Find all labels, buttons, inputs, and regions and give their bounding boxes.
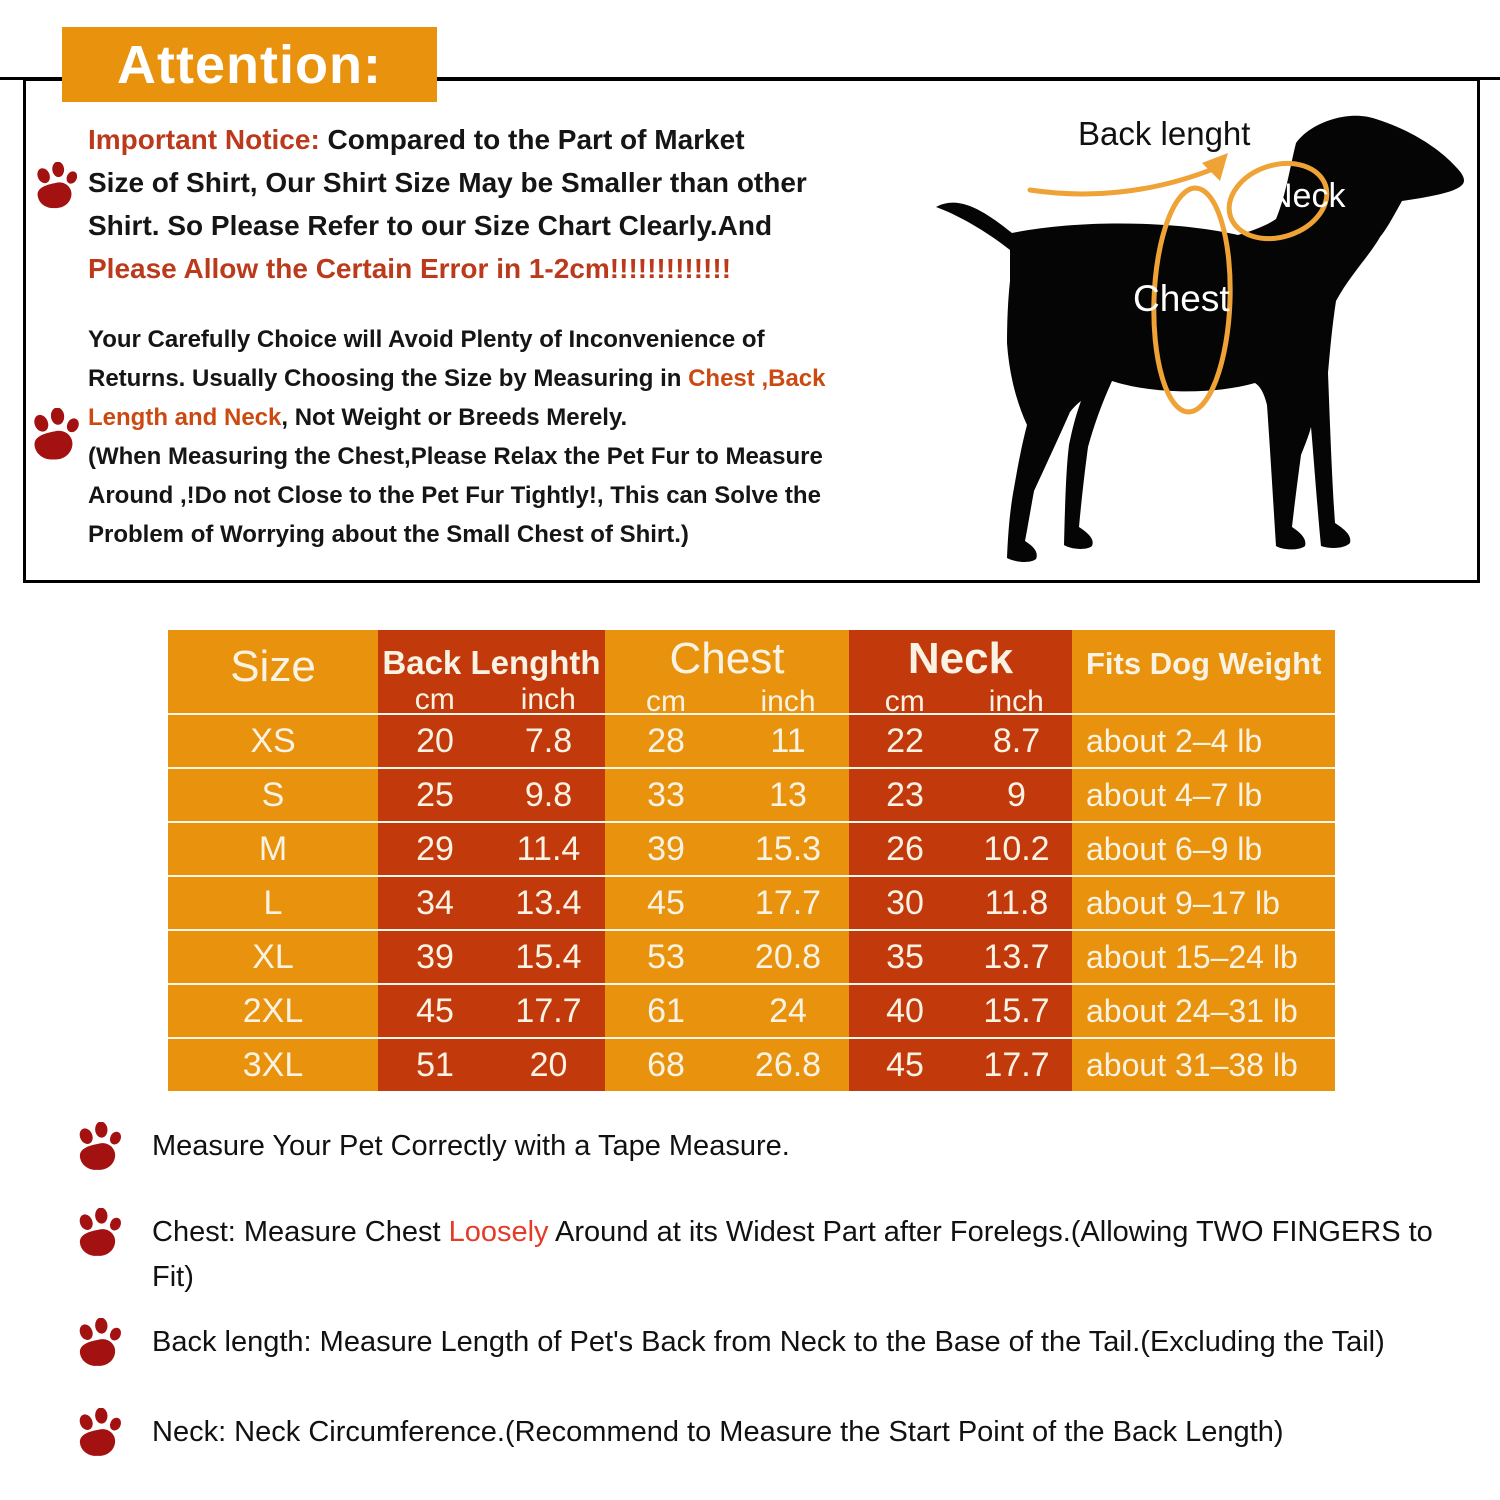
- cell-back-cm: 34: [378, 875, 492, 929]
- back-length-arrowhead: [1202, 153, 1228, 181]
- cell-back-inch: 9.8: [492, 767, 605, 821]
- dog-silhouette: [936, 116, 1464, 562]
- cell-chest-inch: 24: [727, 983, 849, 1037]
- tip-text: [152, 1318, 1452, 1365]
- cell-neck-inch: 17.7: [961, 1037, 1072, 1091]
- tip-segment: Measure Your Pet Correctly with a Tape Measure.: [152, 1130, 790, 1162]
- neck-label: Neck: [1268, 177, 1346, 215]
- attention-banner: [62, 27, 437, 102]
- unit-cm: cm: [646, 685, 686, 713]
- cell-neck-inch: 10.2: [961, 821, 1072, 875]
- cell-neck-cm: 22: [849, 713, 961, 767]
- header-chest-units: [605, 685, 849, 713]
- paw-icon: [30, 162, 80, 213]
- cell-size: 2XL: [168, 983, 378, 1037]
- tip-segment: Around at its Widest Part after Forelegs.(Allowing TWO FINGERS to Fit): [152, 1216, 1433, 1293]
- choice-advice-paragraph: [88, 320, 825, 554]
- size-table: [168, 630, 1335, 1091]
- notice-line-highlight: Chest ,Back: [688, 365, 826, 392]
- cell-chest-cm: 68: [605, 1037, 727, 1091]
- header-back-length: Back Lenghth cm inch: [378, 630, 605, 713]
- notice-line: Problem of Worrying about the Small Chest of Shirt.): [88, 521, 689, 548]
- header-size: Size: [168, 630, 378, 713]
- tip-measure-correctly: [72, 1122, 1452, 1175]
- chest-label: Chest: [1133, 278, 1230, 319]
- cell-neck-inch: 9: [961, 767, 1072, 821]
- cell-back-inch: 11.4: [492, 821, 605, 875]
- cell-weight: about 6–9 lb: [1072, 821, 1335, 875]
- cell-back-inch: 13.4: [492, 875, 605, 929]
- tip-back-length: [72, 1318, 1452, 1371]
- notice-line-text: Returns. Usually Choosing the Size by Measuring in: [88, 365, 689, 392]
- tip-text: [152, 1208, 1452, 1300]
- header-back-units: [378, 683, 605, 713]
- cell-back-cm: 45: [378, 983, 492, 1037]
- notice-line: (When Measuring the Chest,Please Relax the Pet Fur to Measure: [88, 443, 823, 470]
- important-notice-paragraph: [88, 118, 807, 290]
- cell-back-inch: 15.4: [492, 929, 605, 983]
- tip-neck: [72, 1408, 1452, 1461]
- cell-weight: about 9–17 lb: [1072, 875, 1335, 929]
- paw-icon: [72, 1408, 124, 1461]
- notice-line: Around ,!Do not Close to the Pet Fur Tightly!, This can Solve the: [88, 482, 821, 509]
- cell-weight: about 24–31 lb: [1072, 983, 1335, 1037]
- tip-segment: Chest: Measure Chest: [152, 1216, 449, 1248]
- back-length-label: Back lenght: [1078, 115, 1251, 152]
- cell-back-inch: 7.8: [492, 713, 605, 767]
- cell-neck-inch: 15.7: [961, 983, 1072, 1037]
- paw-icon: [72, 1122, 124, 1175]
- attention-title: Attention:: [117, 34, 382, 95]
- cell-neck-cm: 35: [849, 929, 961, 983]
- cell-back-inch: 20: [492, 1037, 605, 1091]
- cell-neck-inch: 13.7: [961, 929, 1072, 983]
- cell-chest-inch: 13: [727, 767, 849, 821]
- size-table-header: [168, 630, 1335, 713]
- cell-chest-inch: 17.7: [727, 875, 849, 929]
- notice-line-red: Please Allow the Certain Error in 1-2cm!!!!!!!!!!!!!: [88, 253, 732, 284]
- cell-neck-inch: 8.7: [961, 713, 1072, 767]
- cell-chest-cm: 33: [605, 767, 727, 821]
- cell-back-cm: 25: [378, 767, 492, 821]
- cell-chest-inch: 11: [727, 713, 849, 767]
- header-neck-units: [849, 685, 1072, 713]
- cell-chest-cm: 61: [605, 983, 727, 1037]
- cell-size: S: [168, 767, 378, 821]
- cell-weight: about 2–4 lb: [1072, 713, 1335, 767]
- cell-neck-inch: 11.8: [961, 875, 1072, 929]
- cell-back-inch: 17.7: [492, 983, 605, 1037]
- tip-chest: [72, 1208, 1452, 1300]
- notice-line-highlight: Length and Neck: [88, 404, 282, 431]
- cell-back-cm: 39: [378, 929, 492, 983]
- cell-back-cm: 29: [378, 821, 492, 875]
- header-neck: Neck cm inch: [849, 630, 1072, 713]
- cell-weight: about 4–7 lb: [1072, 767, 1335, 821]
- cell-size: XS: [168, 713, 378, 767]
- unit-inch: inch: [988, 685, 1044, 713]
- cell-chest-cm: 53: [605, 929, 727, 983]
- cell-chest-cm: 45: [605, 875, 727, 929]
- cell-size: XL: [168, 929, 378, 983]
- tip-text: [152, 1122, 1452, 1169]
- unit-inch: inch: [520, 683, 576, 713]
- cell-chest-inch: 26.8: [727, 1037, 849, 1091]
- notice-line: Shirt. So Please Refer to our Size Chart Clearly.And: [88, 210, 773, 241]
- notice-line: [88, 118, 807, 161]
- notice-line-text: , Not Weight or Breeds Merely.: [281, 404, 628, 431]
- paw-icon: [72, 1318, 124, 1371]
- header-chest: Chest cm inch: [605, 630, 849, 713]
- cell-weight: about 31–38 lb: [1072, 1037, 1335, 1091]
- cell-chest-inch: 20.8: [727, 929, 849, 983]
- notice-line: Your Carefully Choice will Avoid Plenty of Inconvenience of: [88, 326, 765, 353]
- header-fits-dog-weight: Fits Dog Weight: [1072, 630, 1335, 713]
- cell-weight: about 15–24 lb: [1072, 929, 1335, 983]
- cell-neck-cm: 30: [849, 875, 961, 929]
- tip-segment: Neck: Neck Circumference.(Recommend to Measure the Start Point of the Back Length): [152, 1416, 1284, 1448]
- cell-neck-cm: 45: [849, 1037, 961, 1091]
- unit-cm: cm: [414, 683, 455, 713]
- cell-back-cm: 20: [378, 713, 492, 767]
- notice-line: [88, 359, 825, 398]
- paw-icon: [26, 408, 82, 465]
- dog-measurement-diagram: [930, 95, 1490, 585]
- tip-segment-red: Loosely: [448, 1216, 549, 1248]
- cell-size: 3XL: [168, 1037, 378, 1091]
- notice-line: [88, 398, 825, 437]
- tip-text: [152, 1408, 1452, 1455]
- cell-neck-cm: 23: [849, 767, 961, 821]
- cell-chest-cm: 28: [605, 713, 727, 767]
- notice-line: Size of Shirt, Our Shirt Size May be Smaller than other: [88, 167, 807, 198]
- size-table-body: [168, 713, 1335, 1091]
- notice-line-text: Compared to the Part of Market: [319, 124, 745, 155]
- tip-segment: Back length: Measure Length of Pet's Back from Neck to the Base of the Tail.(Excluding the Tail): [152, 1326, 1385, 1358]
- cell-neck-cm: 40: [849, 983, 961, 1037]
- cell-chest-inch: 15.3: [727, 821, 849, 875]
- cell-chest-cm: 39: [605, 821, 727, 875]
- cell-size: L: [168, 875, 378, 929]
- unit-cm: cm: [884, 685, 925, 713]
- cell-size: M: [168, 821, 378, 875]
- notice-line-red: Important Notice:: [88, 124, 320, 155]
- paw-icon: [72, 1208, 124, 1261]
- cell-back-cm: 51: [378, 1037, 492, 1091]
- unit-inch: inch: [760, 685, 816, 713]
- cell-neck-cm: 26: [849, 821, 961, 875]
